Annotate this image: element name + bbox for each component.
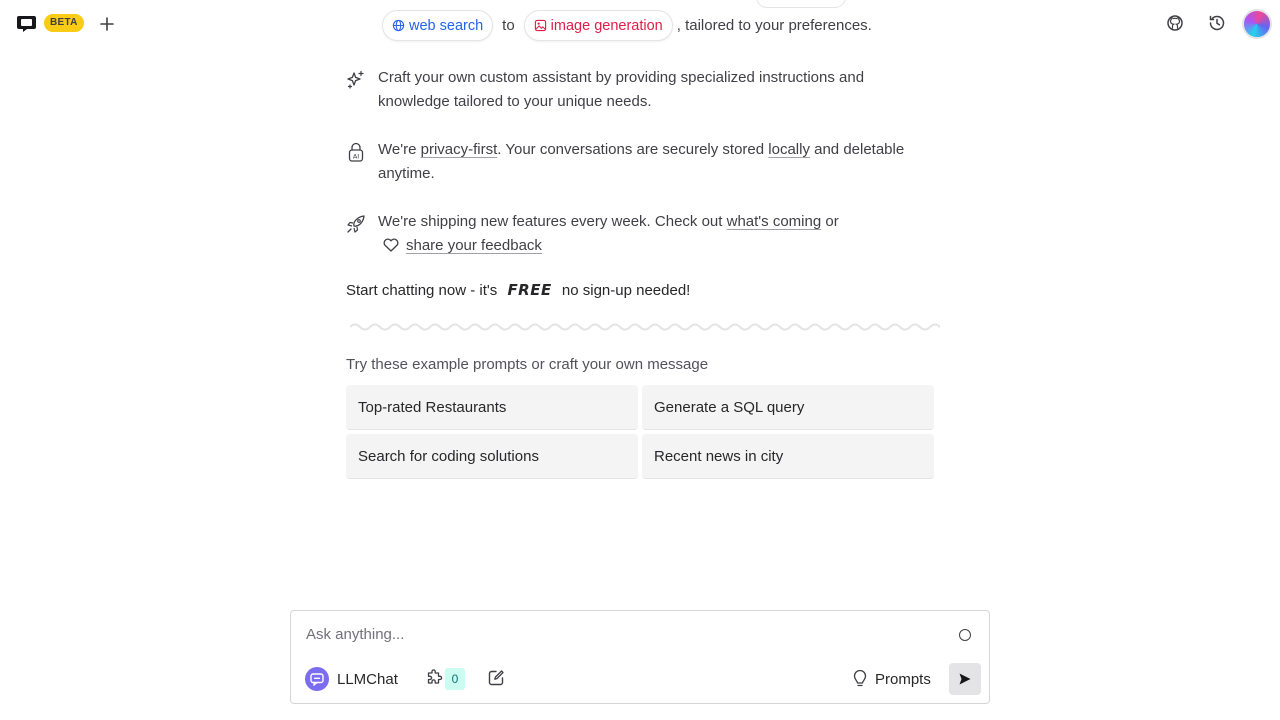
feature-text-part: We're: [378, 141, 421, 158]
feature-text-part: We're shipping new features every week. Check out: [378, 213, 727, 230]
capability-chips: [382, 10, 872, 41]
image-generation-label: image generation: [550, 17, 663, 34]
chip-tail-text: , tailored to your preferences.: [676, 16, 872, 34]
sparkles-icon: [346, 70, 366, 90]
send-icon: [958, 672, 972, 686]
example-prompt-button[interactable]: Search for coding solutions: [346, 434, 638, 479]
example-prompts-hint: Try these example prompts or craft your own message: [346, 356, 709, 373]
model-label: LLMChat: [337, 670, 398, 688]
whats-coming-link[interactable]: what's coming: [726, 213, 822, 230]
chat-input[interactable]: [306, 623, 946, 645]
globe-icon: [392, 19, 405, 32]
free-word: FREE: [507, 281, 552, 299]
feature-text: Craft your own custom assistant by providing specialized instructions and knowledge tailored to your unique needs.: [378, 69, 865, 110]
free-tagline-pre: Start chatting now - it's: [346, 282, 498, 299]
wavy-divider: [350, 320, 940, 334]
heart-icon: [382, 238, 400, 252]
model-selector-button[interactable]: [305, 667, 398, 691]
feature-text-part: . Your conversations are securely stored: [497, 141, 769, 158]
web-search-label: web search: [409, 17, 484, 34]
example-prompt-button[interactable]: Generate a SQL query: [642, 385, 934, 430]
history-icon[interactable]: [1208, 14, 1226, 32]
llmchat-logo-icon: [305, 667, 329, 691]
image-icon: [534, 19, 547, 32]
locally-link[interactable]: locally: [768, 141, 810, 158]
send-button[interactable]: [949, 663, 981, 695]
feature-text-part: or: [821, 213, 839, 230]
chip-connector: to: [502, 16, 515, 34]
ai-lock-icon: [346, 142, 366, 162]
app-logo-icon[interactable]: [16, 15, 37, 33]
new-chat-plus-icon[interactable]: [96, 13, 118, 35]
example-prompt-button[interactable]: Recent news in city: [642, 434, 934, 479]
image-generation-chip[interactable]: [524, 10, 673, 41]
edit-icon[interactable]: [487, 669, 505, 687]
beta-badge: BETA: [44, 14, 84, 32]
example-prompt-button[interactable]: Top-rated Restaurants: [346, 385, 638, 430]
feature-text: [378, 138, 918, 186]
status-circle-icon[interactable]: [959, 629, 971, 641]
plugin-count-badge: 0: [445, 668, 465, 690]
svg-text:AI: AI: [352, 152, 360, 161]
user-avatar[interactable]: [1242, 9, 1272, 39]
feature-text-part: and deletable anytime.: [378, 141, 905, 182]
share-feedback-link[interactable]: share your feedback: [406, 237, 542, 254]
rocket-icon: [346, 214, 366, 234]
lightbulb-icon: [853, 670, 867, 688]
feature-text: [378, 210, 918, 258]
puzzle-icon[interactable]: [425, 669, 443, 687]
free-tagline: [346, 278, 690, 303]
chat-composer: [290, 610, 990, 704]
free-tagline-post: no sign-up needed!: [561, 282, 691, 299]
prompts-label: Prompts: [875, 670, 931, 688]
privacy-first-link[interactable]: privacy-first: [420, 141, 498, 158]
web-search-chip[interactable]: [382, 10, 493, 41]
partial-chip: [756, 0, 846, 8]
prompts-button[interactable]: [853, 669, 931, 689]
github-icon[interactable]: [1166, 14, 1184, 32]
